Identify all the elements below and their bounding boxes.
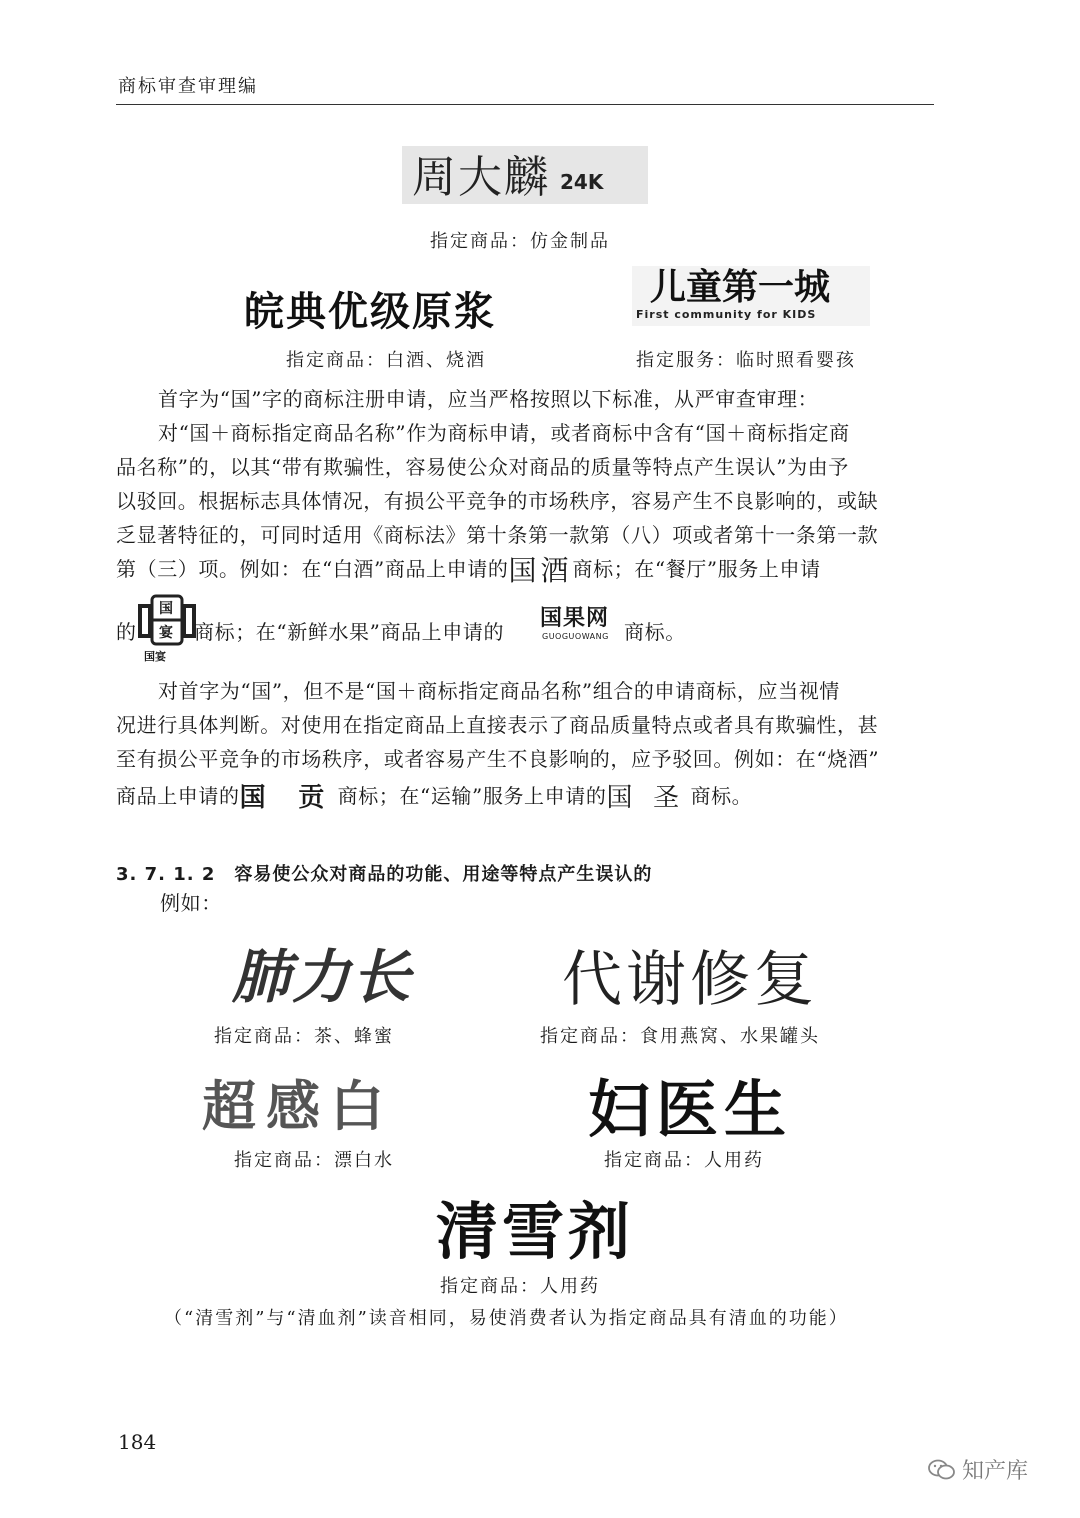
paragraph-3-line-3: 至有损公平竞争的市场秩序，或者容易产生不良影响的，应予驳回。例如：在“烧酒” xyxy=(116,747,880,771)
caption-zhoudalin: 指定商品：仿金制品 xyxy=(430,231,610,252)
paragraph-2-line-6-middle: 商标；在“新鲜水果”商品上申请的 xyxy=(194,620,505,644)
paragraph-2-line-5 xyxy=(116,554,821,586)
header-divider xyxy=(116,104,934,105)
trademark-daixiexiufu: 代谢修复 xyxy=(562,945,818,1015)
caption-chaoganbai: 指定商品：漂白水 xyxy=(234,1150,394,1171)
section-heading: 3. 7. 1. 2 容易使公众对商品的功能、用途等特点产生误认的 xyxy=(116,864,653,885)
paragraph-3-line-4-start: 商品上申请的 xyxy=(116,784,240,808)
watermark-text: 知产库 xyxy=(962,1459,1029,1484)
guoyan-emblem-mid: 宴 xyxy=(159,625,173,641)
trademark-chaoganbai: 超感白 xyxy=(202,1075,394,1138)
caption-daixiexiufu: 指定商品：食用燕窝、水果罐头 xyxy=(540,1026,820,1047)
trademark-guoguowang-text: 国果网 xyxy=(540,606,610,631)
trademark-wandian: 皖典优级原浆 xyxy=(244,289,496,335)
paragraph-2-line-2: 品名称”的，以其“带有欺骗性，容易使公众对商品的质量等特点产生误认”为由予 xyxy=(116,455,849,479)
paragraph-1: 首字为“国”字的商标注册申请，应当严格按照以下标准，从严审查审理： xyxy=(158,387,819,411)
trademark-ertong-text: 儿童第一城 xyxy=(650,267,831,308)
wechat-icon xyxy=(928,1458,956,1482)
paragraph-2-line-6-start: 的 xyxy=(116,620,137,644)
trademark-guogong xyxy=(240,783,338,813)
trademark-guosheng xyxy=(606,783,690,813)
paragraph-3-line-1: 对首字为“国”，但不是“国＋商标指定商品名称”组合的申请商标，应当视情 xyxy=(158,679,840,703)
trademark-fuyisheng: 妇医生 xyxy=(588,1073,793,1146)
paragraph-2-line-4: 乏显著特征的，可同时适用《商标法》第十条第一款第（八）项或者第十一条第一款 xyxy=(116,523,879,547)
trademark-feilizhang: 肺力长 xyxy=(232,943,413,1011)
trademark-zhoudalin-suffix: 24K xyxy=(560,170,604,194)
page-number: 184 xyxy=(118,1430,157,1454)
note-qingxueji: （“清雪剂”与“清血剂”读音相同，易使消费者认为指定商品具有清血的功能） xyxy=(164,1308,849,1329)
caption-qingxueji: 指定商品：人用药 xyxy=(440,1276,600,1297)
paragraph-2-line-1: 对“国＋商标指定商品名称”作为商标申请，或者商标中含有“国＋商标指定商 xyxy=(158,421,850,445)
paragraph-3-line-4 xyxy=(116,781,752,813)
caption-feilizhang: 指定商品：茶、蜂蜜 xyxy=(214,1026,394,1047)
paragraph-3-line-2: 况进行具体判断。对使用在指定商品上直接表示了商品质量特点或者具有欺骗性，甚 xyxy=(116,713,879,737)
header-title: 商标审查审理编 xyxy=(118,76,258,97)
guoyan-emblem-bottom: 国宴 xyxy=(144,650,166,663)
paragraph-2-line-3: 以驳回。根据标志具体情况，有损公平竞争的市场秩序，容易产生不良影响的，或缺 xyxy=(116,489,879,513)
paragraph-2-line-6-end: 商标。 xyxy=(624,620,686,644)
trademark-guogong-char-1: 国 xyxy=(239,782,267,813)
section-intro: 例如： xyxy=(160,891,222,915)
trademark-guoguowang xyxy=(540,606,624,650)
trademark-ertong xyxy=(632,266,870,326)
paragraph-3-line-4-middle: 商标；在“运输”服务上申请的 xyxy=(337,784,607,808)
paragraph-2-line-5-start: 第（三）项。例如：在“白酒”商品上申请的 xyxy=(116,557,509,581)
trademark-guoguowang-sub: GUOGUOWANG xyxy=(542,632,609,641)
trademark-guoyan-emblem xyxy=(136,592,198,664)
trademark-guogong-char-2: 贡 xyxy=(298,782,325,813)
trademark-qingxueji: 清雪剂 xyxy=(436,1195,635,1268)
caption-ertong: 指定服务：临时照看婴孩 xyxy=(636,350,856,371)
trademark-guojiu-char-2: 酒 xyxy=(540,553,573,587)
trademark-ertong-sub: First community for KIDS xyxy=(636,308,817,321)
paragraph-3-line-4-end: 商标。 xyxy=(690,784,753,808)
trademark-guosheng-char-1: 国 xyxy=(606,782,634,813)
caption-wandian: 指定商品：白酒、烧酒 xyxy=(286,350,486,371)
trademark-zhoudalin xyxy=(402,146,648,204)
caption-fuyisheng: 指定商品：人用药 xyxy=(604,1150,764,1171)
trademark-guojiu xyxy=(508,553,573,587)
trademark-guojiu-char-1: 国 xyxy=(508,553,541,587)
paragraph-2-line-5-end: 商标；在“餐厅”服务上申请 xyxy=(572,557,821,581)
guoyan-emblem-top: 国 xyxy=(159,601,173,617)
trademark-zhoudalin-text: 周大麟 xyxy=(412,152,550,203)
trademark-guosheng-char-2: 圣 xyxy=(653,782,680,813)
watermark xyxy=(928,1454,1028,1485)
